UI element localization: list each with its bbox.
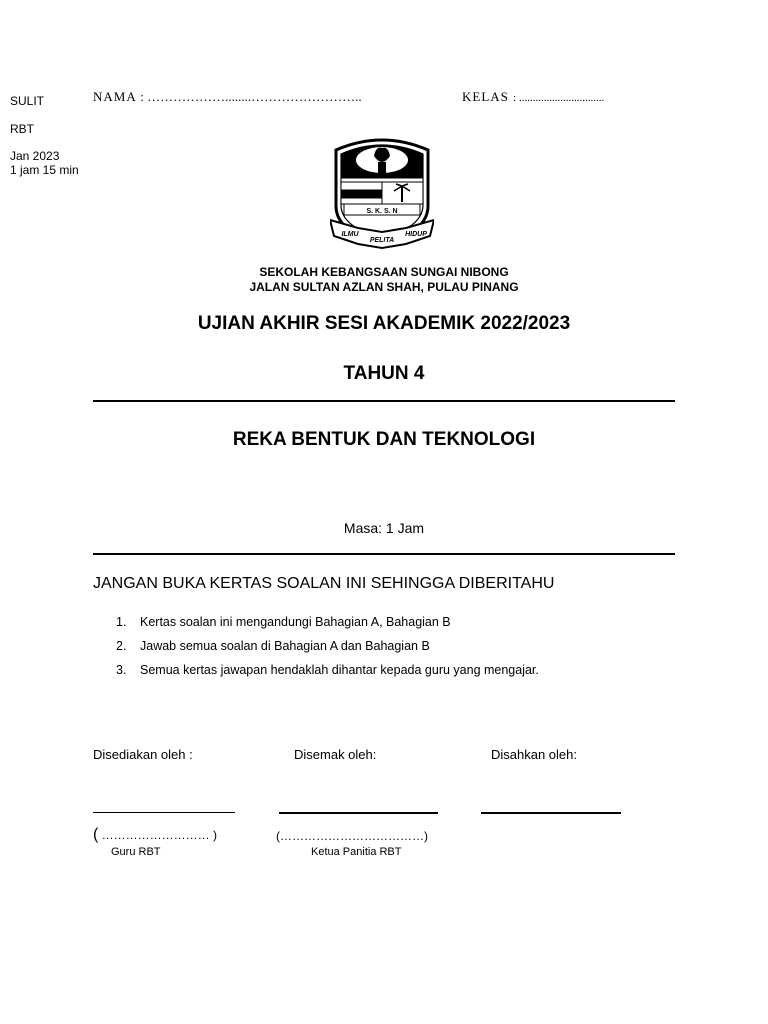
instruction-text: Jawab semua soalan di Bahagian A dan Bahagian B [140,639,430,653]
approved-signature-line [481,812,621,814]
school-address: JALAN SULTAN AZLAN SHAH, PULAU PINANG [249,280,519,294]
top-divider [93,400,675,402]
checked-role: Ketua Panitia RBT [311,846,402,858]
name-field-value: : ………………........…………………….. [140,89,362,104]
bottom-divider [93,553,675,555]
instruction-text: Kertas soalan ini mengandungi Bahagian A, Bahagian B [140,615,451,629]
prepared-paren-open: ( [93,826,99,843]
approved-by-label: Disahkan oleh: [491,747,577,762]
crest-initials: S. K. S. N [366,208,398,215]
instruction-number: 2. [116,639,127,653]
instruction-text: Semua kertas jawapan hendaklah dihantar kepada guru yang mengajar. [140,663,539,677]
prepared-name-placeholder [93,826,217,844]
subject-code-label: RBT [10,122,34,136]
prepared-by-label: Disediakan oleh : [93,747,193,762]
school-crest-logo [330,136,434,252]
school-name: SEKOLAH KEBANGSAAN SUNGAI NIBONG [259,265,509,279]
name-field-label: NAMA [93,89,137,104]
instruction-item [116,614,539,638]
prepared-name-dots: ……………………… ) [98,828,217,842]
exam-year: TAHUN 4 [343,363,425,384]
crest-banner-left: ILMU [341,231,359,238]
do-not-open-warning: JANGAN BUKA KERTAS SOALAN INI SEHINGGA DIBERITAHU [93,575,555,592]
instruction-item [116,638,539,662]
class-field [462,89,604,105]
class-field-label: KELAS [462,89,509,104]
exam-time: Masa: 1 Jam [343,520,425,536]
exam-duration-label: 1 jam 15 min [10,163,79,177]
exam-date-label: Jan 2023 [10,149,60,163]
crest-banner-right: HIDUP [405,231,427,238]
checked-signature-line [279,812,438,814]
instruction-list [116,614,539,686]
instruction-item [116,662,539,686]
exam-subject: REKA BENTUK DAN TEKNOLOGI [232,429,536,450]
exam-title: UJIAN AKHIR SESI AKADEMIK 2022/2023 [197,313,571,334]
instruction-number: 3. [116,663,127,677]
crest-banner-center: PELITA [369,237,395,244]
classification-label: SULIT [10,94,45,108]
checked-by-label: Disemak oleh: [294,747,377,762]
checked-name-placeholder: (………………………………) [276,829,428,843]
prepared-role: Guru RBT [111,846,161,858]
class-field-value: : ............................... [513,92,605,104]
instruction-number: 1. [116,615,127,629]
name-field [93,89,362,105]
prepared-signature-line [93,812,235,813]
